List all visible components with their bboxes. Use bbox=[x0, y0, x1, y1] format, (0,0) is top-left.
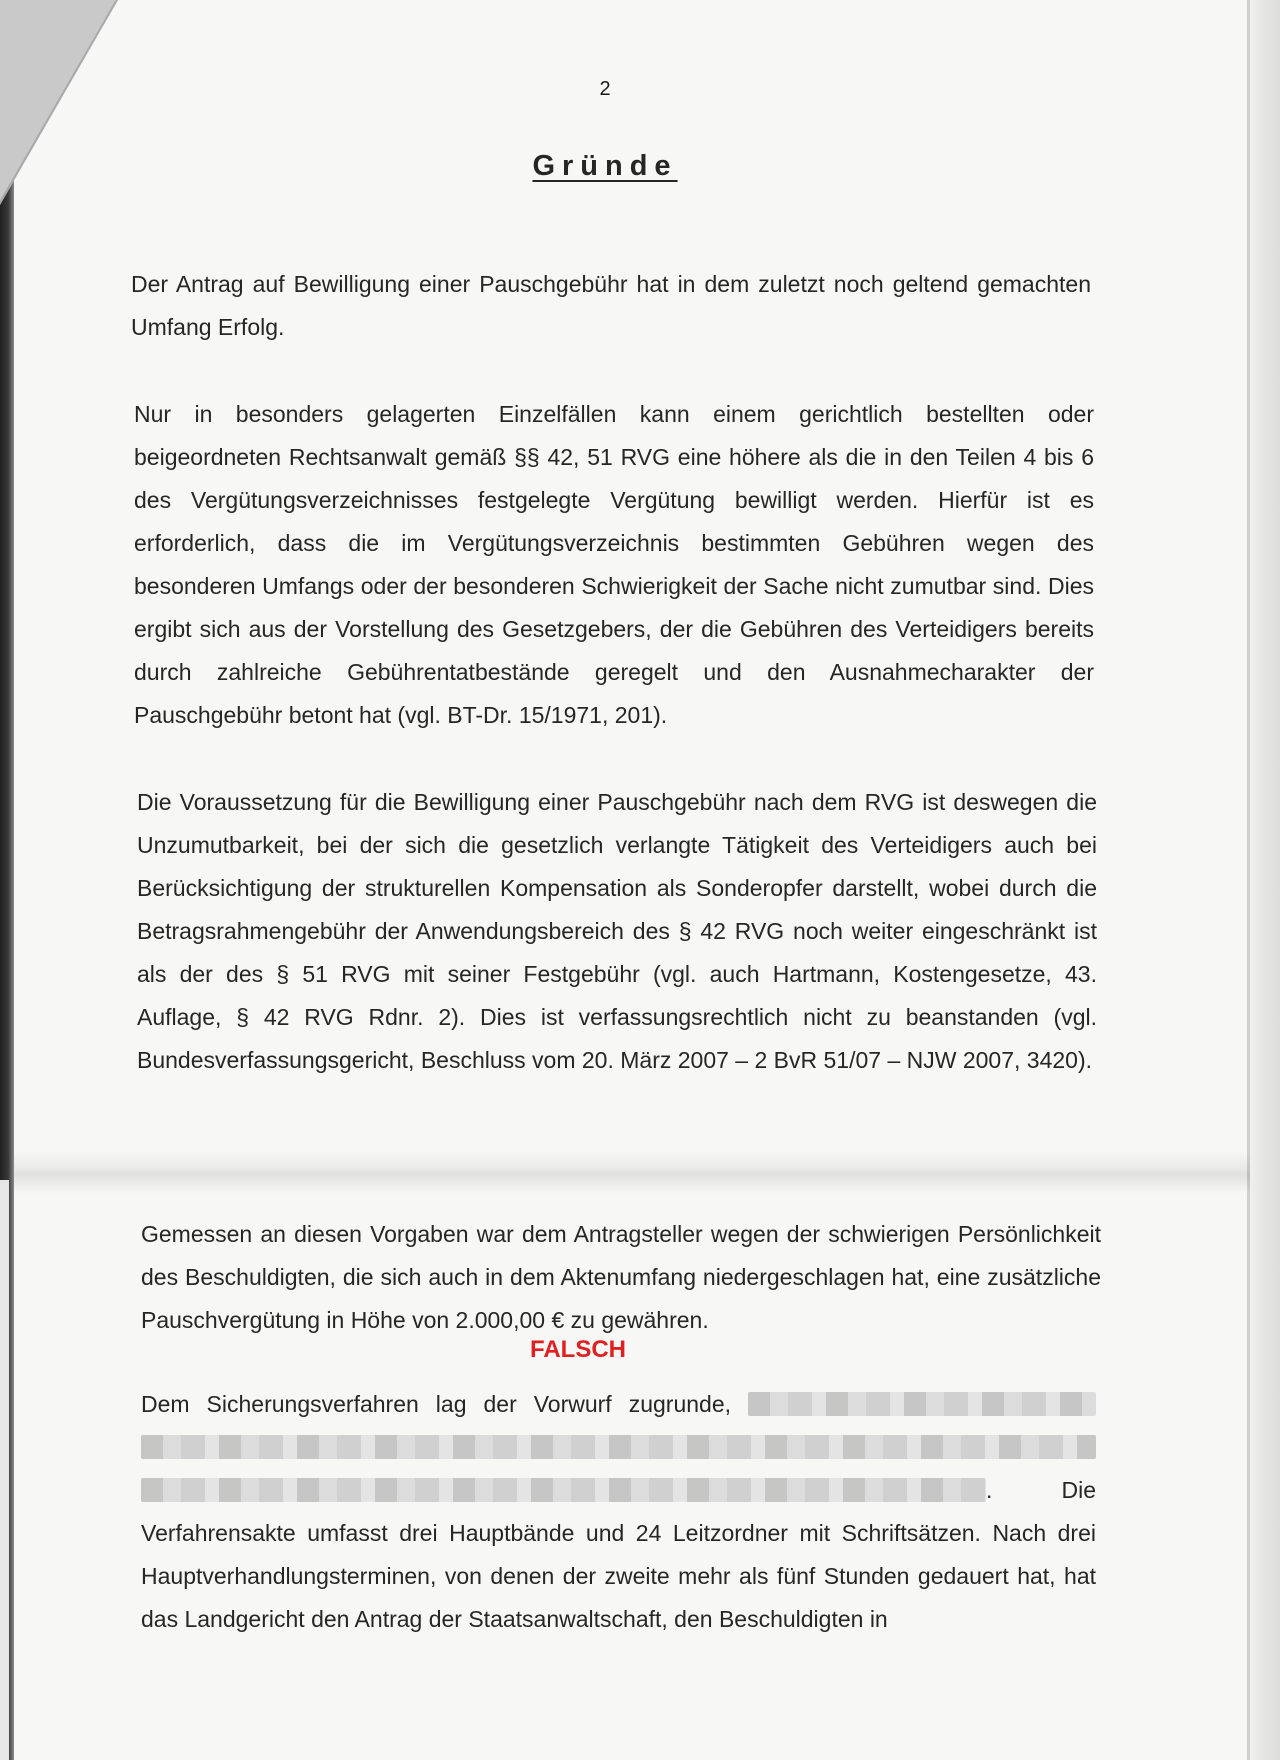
paragraph-1: Der Antrag auf Bewilligung einer Pauschgebühr hat in dem zuletzt noch geltend gemachten Umfang Erfolg. bbox=[131, 271, 1091, 340]
redaction-block bbox=[748, 1392, 1096, 1416]
section-heading: Gründe bbox=[532, 150, 678, 182]
scan-right-edge bbox=[1250, 0, 1280, 1760]
page-number: 2 bbox=[599, 78, 611, 100]
paragraph-3: Die Voraussetzung für die Bewilligung einer Pauschgebühr nach dem RVG ist deswegen die Unzumutbarkeit, bei der sich die gesetzlich verlangte Tätigkeit des Verteidigers auch bei Berücksichtigung der strukturellen Kompensation als Sonderopfer darstellt, wobei durch die Betragsrahmengebühr der Anwendungsbereich des § 42 RVG noch weiter eingeschränkt ist als der des § 51 RVG mit seiner Festgebühr (vgl. auch Hartmann, Kostengesetze, 43. Auflage, § 42 RVG Rdnr. 2). Dies ist verfassungsrechtlich nicht zu beanstanden (vgl. Bundesverfassungsgericht, Beschluss vom 20. März 2007 – 2 BvR 51/07 – NJW 2007, 3420). bbox=[137, 789, 1097, 1073]
falsch-stamp: FALSCH bbox=[530, 1336, 626, 1363]
redaction-block bbox=[141, 1478, 986, 1502]
paragraph-5-intro: Dem Sicherungsverfahren lag der Vorwurf zugrunde, bbox=[141, 1391, 748, 1417]
scan-right-shadow bbox=[1247, 0, 1250, 1760]
paragraph-5 bbox=[141, 1383, 1096, 1641]
paragraph-5-rest: . Die Verfahrensakte umfasst drei Hauptbände und 24 Leitzordner mit Schriftsätzen. Nach drei Hauptverhandlungsterminen, von denen der zweite mehr als fünf Stunden gedauert hat, hat das Landgericht den Antrag der Staatsanwaltschaft, den Beschuldigten in bbox=[141, 1477, 1096, 1632]
paragraph-4: Gemessen an diesen Vorgaben war dem Antragsteller wegen der schwierigen Persönlichkeit des Beschuldigten, die sich auch in dem Aktenumfang niedergeschlagen hat, eine zusätzliche Pauschvergütung in Höhe von 2.000,00 € zu gewähren. bbox=[141, 1221, 1101, 1333]
paragraph-2: Nur in besonders gelagerten Einzelfällen kann einem gerichtlich bestellten oder beigeordneten Rechtsanwalt gemäß §§ 42, 51 RVG eine höhere als die in den Teilen 4 bis 6 des Vergütungsverzeichnisses festgelegte Vergütung bewilligt werden. Hierfür ist es erforderlich, dass die im Vergütungsverzeichnis bestimmten Gebühren wegen des besonderen Umfangs oder der besonderen Schwierigkeit der Sache nicht zumutbar sind. Dies ergibt sich aus der Vorstellung des Gesetzgebers, der die Gebühren des Verteidigers bereits durch zahlreiche Gebührentatbestände geregelt und den Ausnahmecharakter der Pauschgebühr betont hat (vgl. BT-Dr. 15/1971, 201). bbox=[134, 401, 1094, 728]
scan-left-edge-lower bbox=[0, 1180, 9, 1760]
paper-fold-crease bbox=[14, 1150, 1250, 1194]
redaction-block bbox=[141, 1435, 1096, 1459]
